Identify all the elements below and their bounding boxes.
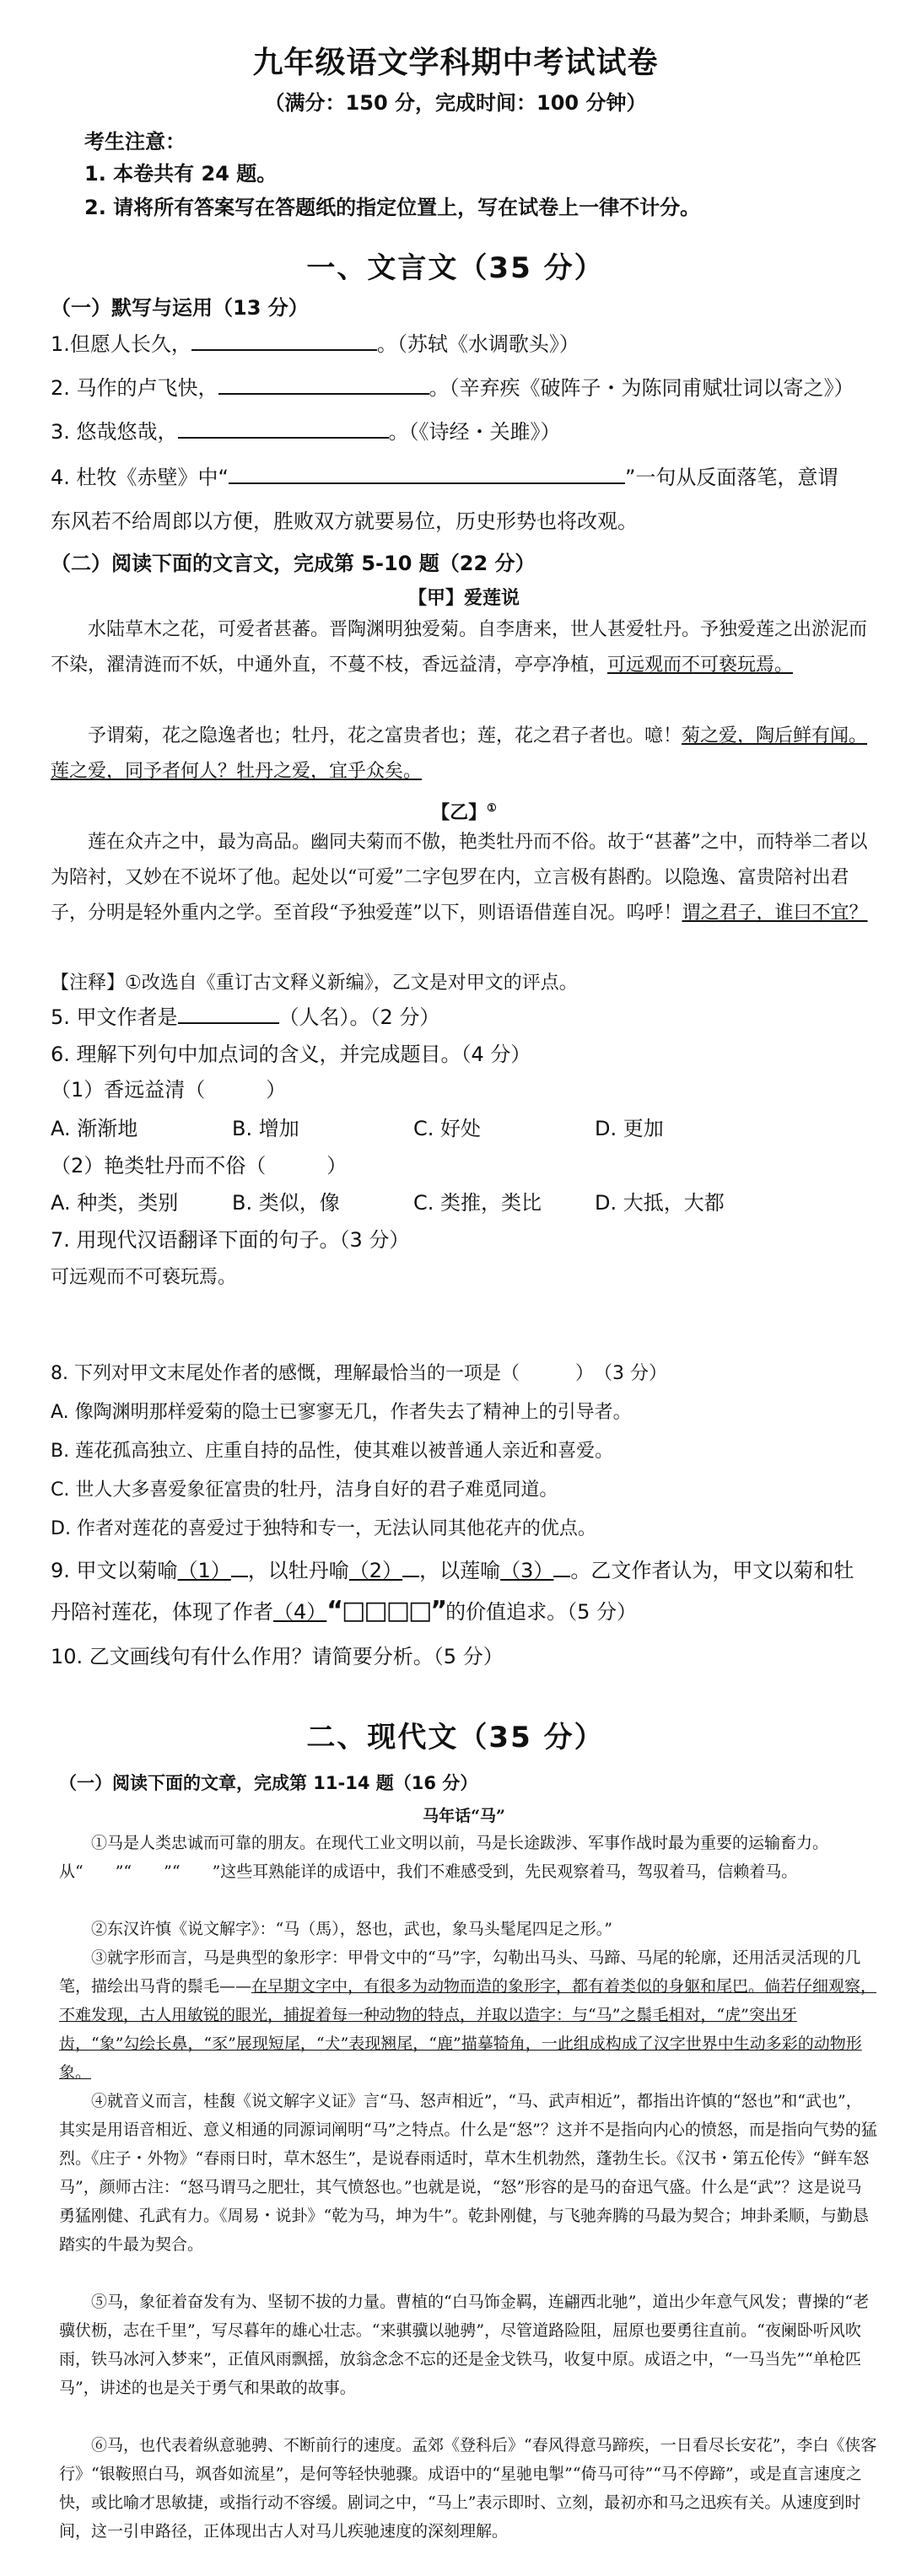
question-4-line2: 东风若不给周郎以方便，胜败双方就要易位，历史形势也将改观。 bbox=[51, 509, 638, 533]
question-9 bbox=[51, 1554, 877, 1587]
para-3-text: ③就字形而言，马是典型的象形字：甲骨文中的“马”字，勾勒出马头、马蹄、马尾的轮廓，还用活灵活现的几笔，描绘出马背的鬃毛—— bbox=[59, 1948, 861, 1996]
yi-footnote-mark: ① bbox=[487, 802, 497, 815]
q9-text: ，以莲喻 bbox=[419, 1559, 501, 1582]
question-9-line2 bbox=[51, 1594, 877, 1629]
question-6-1-options bbox=[51, 1112, 877, 1145]
question-3 bbox=[51, 415, 877, 449]
question-6: 6. 理解下列句中加点词的含义，并完成题目。（4 分） bbox=[51, 1043, 531, 1066]
notice-item-1: 1. 本卷共有 24 题。 bbox=[84, 162, 278, 186]
article-para-1: ①马是人类忠诚而可靠的朋友。在现代工业文明以前，马是长途跋涉、军事作战时最为重要的运输畜力。从“ ”“ ”“ ”这些耳熟能详的成语中，我们不难感受到，先民观察着马，驾驭着马，信赖着马。 bbox=[59, 1834, 829, 1881]
option-c[interactable]: C. 好处 bbox=[413, 1117, 482, 1140]
question-2 bbox=[51, 371, 877, 405]
section-title-classical: 一、文言文（35 分） bbox=[306, 251, 605, 285]
question-8-option-c[interactable]: C. 世人大多喜爱象征富贵的牡丹，洁身自好的君子难觅同道。 bbox=[51, 1479, 558, 1501]
passage-jia-para-2 bbox=[51, 719, 877, 790]
question-6-2: （2）艳类牡丹而不俗（ ） bbox=[51, 1154, 348, 1178]
answer-blank[interactable] bbox=[178, 415, 389, 439]
option-a[interactable]: A. 渐渐地 bbox=[51, 1117, 138, 1140]
passage-yi-para bbox=[51, 825, 877, 931]
q9-blank-4[interactable]: （4） bbox=[273, 1600, 327, 1624]
q3-source: 。（《诗经・关雎》） bbox=[388, 420, 561, 444]
exam-subtitle: （满分：150 分，完成时间：100 分钟） bbox=[264, 91, 647, 115]
question-10: 10. 乙文画线句有什么作用？请简要分析。（5 分） bbox=[51, 1645, 504, 1668]
subsection-modern-reading: （一）阅读下面的文章，完成第 11-14 题（16 分） bbox=[59, 1773, 478, 1793]
q9-blank-3[interactable]: （3） bbox=[500, 1559, 554, 1582]
yi-title-text: 【乙】 bbox=[431, 801, 488, 824]
article-para-2: ②东汉许慎《说文解字》：“马（馬），怒也，武也，象马头髦尾四足之形。” bbox=[91, 1920, 612, 1938]
yi-underlined: 谓之君子，谁曰不宜？ bbox=[682, 903, 868, 924]
option-d[interactable]: D. 更加 bbox=[595, 1117, 664, 1140]
q2-text: 2. 马作的卢飞快， bbox=[51, 376, 218, 400]
passage-jia-title: 【甲】爱莲说 bbox=[407, 587, 520, 609]
article-para-6: ⑥马，也代表着纵意驰骋、不断前行的速度。孟郊《登科后》“春风得意马蹄疾，一日看尽长安花”，李白《侠客行》“银鞍照白马，飒沓如流星”，是何等轻快驰骤。成语中的“星驰电掣”“倚马可待”“马不停蹄”，或是直言速度之快，或比喻才思敏捷，或指行动不容缓。剧词之中，“马上”表示即时、立刻，最初亦和马之迅疾有关。从速度到时间，这一引申路径，正体现出古人对马儿疾驰速度的深刻理解。 bbox=[59, 2436, 877, 2541]
q9-blank-2[interactable]: （2） bbox=[348, 1559, 403, 1582]
jia-p1-text: 水陆草木之花，可爱者甚蕃。晋陶渊明独爱菊。自李唐来，世人甚爱牡丹。予独爱莲之出淤泥而不染，濯清涟而不妖，中通外直，不蔓不枝，香远益清，亭亭净植， bbox=[51, 619, 868, 676]
q9-blank-1[interactable]: （1） bbox=[177, 1559, 231, 1582]
jia-p1-underlined: 可远观而不可亵玩焉。 bbox=[607, 655, 794, 676]
answer-blank[interactable] bbox=[191, 327, 377, 351]
question-8-option-a[interactable]: A. 像陶渊明那样爱菊的隐士已寥寥无几，作者失去了精神上的引导者。 bbox=[51, 1402, 632, 1423]
question-8-option-d[interactable]: D. 作者对莲花的喜爱过于独特和专一，无法认同其他花卉的优点。 bbox=[51, 1518, 596, 1539]
notice-item-2: 2. 请将所有答案写在答题纸的指定位置上，写在试卷上一律不计分。 bbox=[84, 196, 701, 219]
option-d[interactable]: D. 大抵，大都 bbox=[595, 1191, 725, 1215]
notice-title: 考生注意： bbox=[84, 130, 186, 154]
question-7: 7. 用现代汉语翻译下面的句子。（3 分） bbox=[51, 1228, 410, 1252]
article-para-3 bbox=[59, 1943, 877, 2087]
q4-text: 4. 杜牧《赤壁》中“ bbox=[51, 466, 229, 489]
q3-text: 3. 悠哉悠哉， bbox=[51, 420, 178, 444]
para-3-underlined: 在早期文字中，有很多为动物而造的象形字，都有着类似的身躯和尾巴。倘若仔细观察，不难发现，古人用敏锐的眼光，捕捉着每一种动物的特点，并取以造字：与“马”之鬃毛相对，“虎”突出牙齿，“象”勾绘长鼻，“豕”展现短尾，“犬”表现翘尾，“鹿”描摹犄角，一此组成构成了汉字世界中生动多彩的动物形象。 bbox=[59, 1977, 877, 2082]
passage-jia-para-1 bbox=[51, 612, 877, 683]
option-b[interactable]: B. 增加 bbox=[232, 1117, 299, 1140]
article-para-4: ④就音义而言，桂馥《说文解字义证》言“马、怒声相近”，“马、武声相近”，都指出许慎的“怒也”和“武也”，其实是用语音相近、意义相通的同源词阐明“马”之特点。什么是“怒”？这并不是指向内心的愤怒，而是指向气势的猛烈。《庄子・外物》“春雨日时，草木怒生”，是说春雨适时，草木生机勃然，蓬勃生长。《汉书・第五伦传》“鲜车怒马”，颜师古注：“怒马谓马之肥壮，其气愤怒也。”也就是说，“怒”形容的是马的奋迅气盛。什么是“武”？这是说马勇猛刚健、孔武有力。《周易・说卦》“乾为马，坤为牛”。乾卦刚健，与飞驰奔腾的马最为契合；坤卦柔顺，与勤恳踏实的牛最为契合。 bbox=[59, 2092, 877, 2254]
answer-blank[interactable] bbox=[178, 1000, 279, 1024]
q9-text: 丹陪衬莲花，体现了作者 bbox=[51, 1600, 273, 1624]
article-title: 马年话“马” bbox=[423, 1807, 505, 1825]
subsection-dictation: （一）默写与运用（13 分） bbox=[51, 296, 309, 320]
q9-four-char-boxes[interactable]: “□□□□” bbox=[326, 1596, 446, 1625]
option-b[interactable]: B. 类似，像 bbox=[232, 1191, 340, 1215]
question-7-sentence: 可远观而不可亵玩焉。 bbox=[51, 1267, 237, 1288]
question-8: 8. 下列对甲文末尾处作者的感慨，理解最恰当的一项是（ ） （3 分） bbox=[51, 1363, 667, 1384]
q9-text: ，以牡丹喻 bbox=[247, 1559, 349, 1582]
question-6-1: （1）香远益清（ ） bbox=[51, 1078, 287, 1102]
question-8-option-b[interactable]: B. 莲花孤高独立、庄重自持的品性，使其难以被普通人亲近和喜爱。 bbox=[51, 1441, 614, 1462]
option-a[interactable]: A. 种类，类别 bbox=[51, 1191, 179, 1215]
q2-source: 。（辛弃疾《破阵子・为陈同甫赋壮词以寄之》） bbox=[429, 376, 854, 400]
q1-text: 1.但愿人长久， bbox=[51, 332, 191, 356]
section-title-modern: 二、现代文（35 分） bbox=[306, 1721, 605, 1754]
answer-blank[interactable] bbox=[229, 461, 625, 484]
question-6-2-options bbox=[51, 1186, 877, 1220]
option-c[interactable]: C. 类推，类比 bbox=[413, 1191, 542, 1215]
page-title: 九年级语文学科期中考试试卷 bbox=[252, 46, 659, 80]
article-para-5: ⑤马，象征着奋发有为、坚韧不拔的力量。曹植的“白马饰金羁，连翩西北驰”，道出少年意气风发；曹操的“老骥伏枥，志在千里”，写尽暮年的雄心壮志。“来骐骥以驰骋”，尽管道路险阻，屈原也要勇往直前。“夜阑卧听风吹雨，铁马冰河入梦来”，正值风雨飘摇，放翁念念不忘的还是金戈铁马，收复中原。成语之中，“一马当先”“单枪匹马”，讲述的也是关于勇气和果敢的故事。 bbox=[59, 2293, 870, 2397]
answer-blank[interactable] bbox=[218, 371, 429, 395]
q9-text: 。乙文作者认为，甲文以菊和牡 bbox=[570, 1559, 854, 1582]
question-1 bbox=[51, 327, 877, 361]
q4-text-cont: ”一句从反面落笔，意谓 bbox=[624, 466, 838, 489]
jia-p2-underlined: 菊之爱，陶后鲜有闻。莲之爱，同予者何人？牡丹之爱，宜乎众矣。 bbox=[51, 725, 868, 782]
footnote: 【注释】①改选自《重订古文释义新编》，乙文是对甲文的评点。 bbox=[51, 973, 578, 994]
question-5 bbox=[51, 1000, 877, 1034]
jia-p2-text: 予谓菊，花之隐逸者也；牡丹，花之富贵者也；莲，花之君子者也。噫！ bbox=[88, 725, 682, 746]
yi-text: 莲在众卉之中，最为高品。幽同夫菊而不傲，艳类牡丹而不俗。故于“甚蕃”之中，而特举二者以为陪衬，又妙在不说坏了他。起处以“可爱”二字包罗在内，立言极有斟酌。以隐逸、富贵陪衬出君子，分明是轻外重内之学。至首段“予独爱莲”以下，则语语借莲自况。呜呼！ bbox=[51, 832, 868, 924]
subsection-classical-reading: （二）阅读下面的文言文，完成第 5-10 题（22 分） bbox=[51, 552, 536, 575]
q9-text: 9. 甲文以菊喻 bbox=[51, 1559, 178, 1582]
question-4 bbox=[51, 461, 877, 494]
q5-text: 5. 甲文作者是 bbox=[51, 1005, 178, 1029]
q9-text: 的价值追求。（5 分） bbox=[445, 1600, 637, 1624]
q5-text-cont: （人名）。（2 分） bbox=[278, 1005, 440, 1029]
q1-source: 。（苏轼《水调歌头》） bbox=[376, 332, 579, 356]
